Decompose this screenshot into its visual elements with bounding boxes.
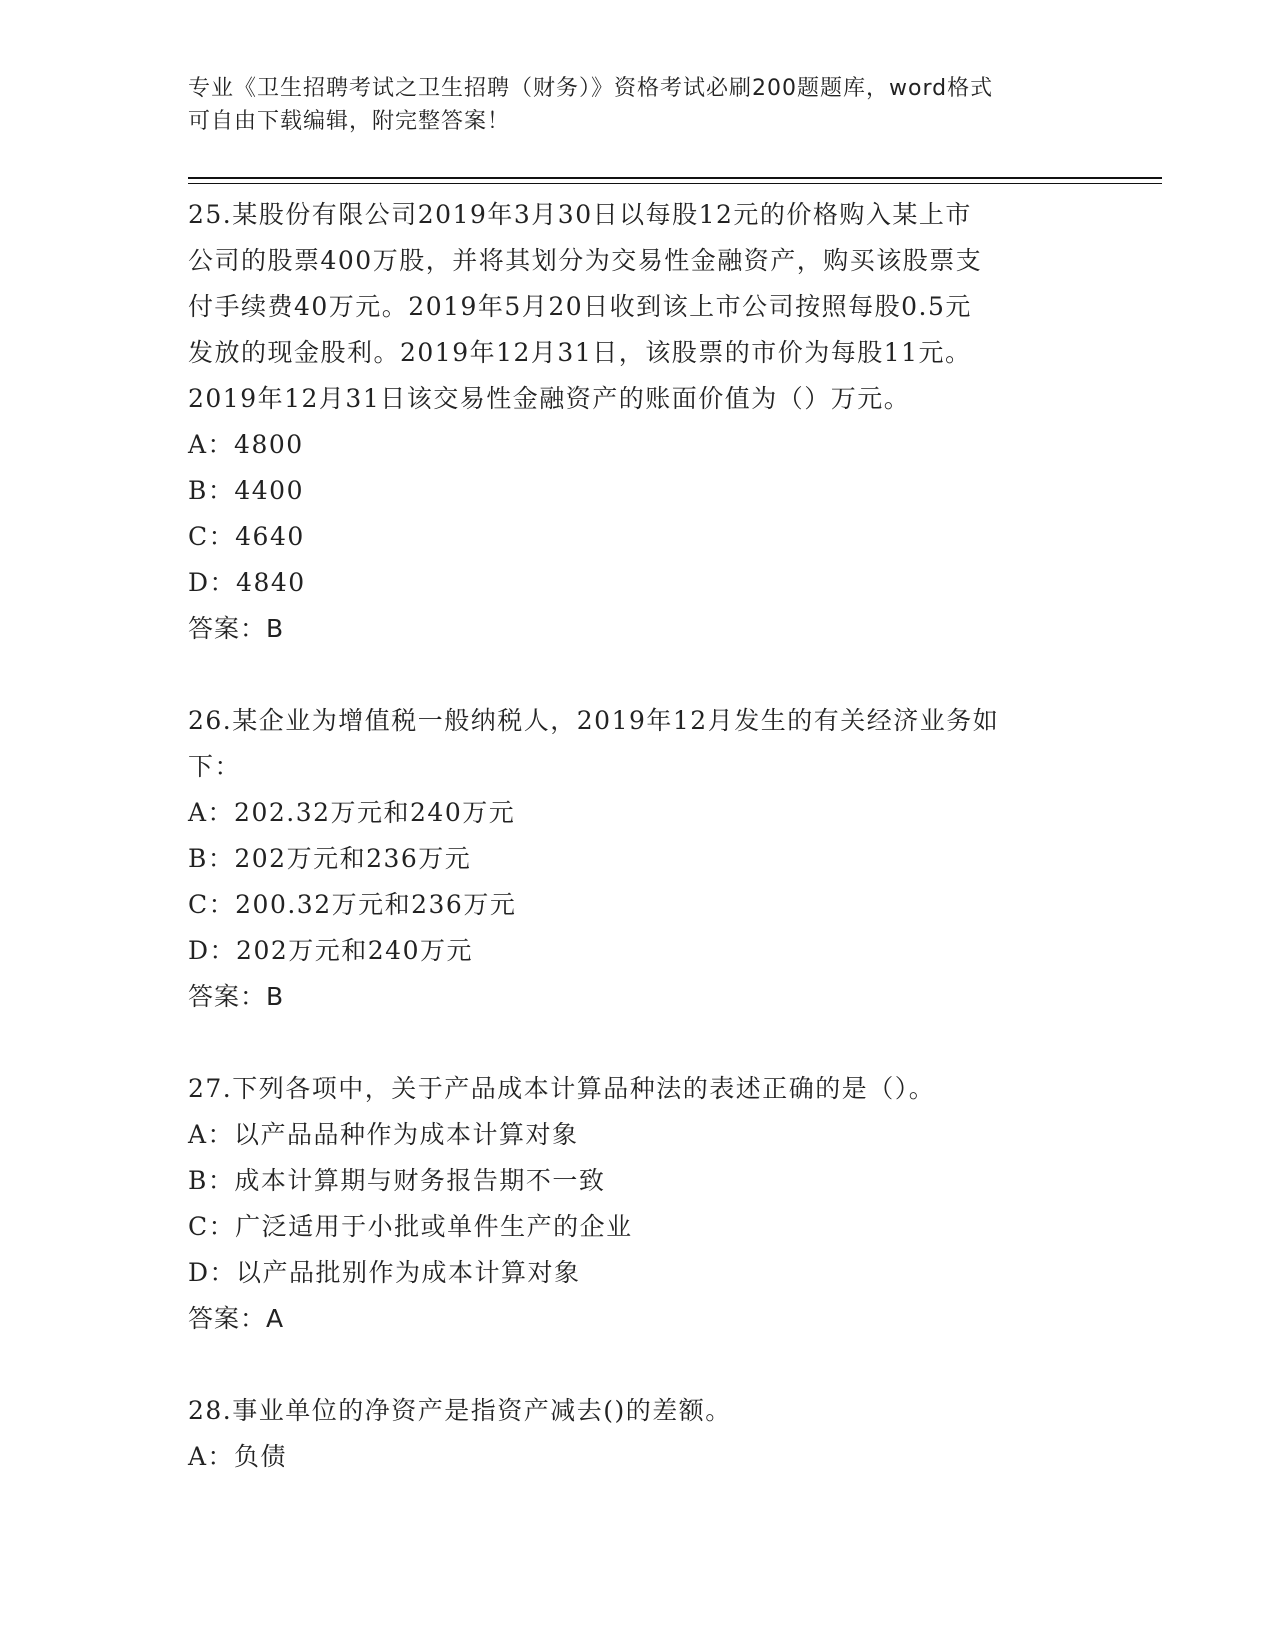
- question-27: [188, 1066, 1088, 1342]
- header-divider-thin: [188, 183, 1162, 184]
- option-c: C：广泛适用于小批或单件生产的企业: [188, 1212, 633, 1241]
- answer: 答案：A: [188, 1304, 285, 1333]
- page-header: [188, 72, 1068, 138]
- option-d: D：202万元和240万元: [188, 936, 473, 965]
- option-c: C：200.32万元和236万元: [188, 890, 517, 919]
- option-a: A：以产品品种作为成本计算对象: [188, 1120, 579, 1149]
- question-stem-line: 下：: [188, 752, 242, 781]
- option-d: D：4840: [188, 568, 306, 597]
- option-b: B：4400: [188, 476, 304, 505]
- option-b: B：成本计算期与财务报告期不一致: [188, 1166, 606, 1195]
- header-line-2: 可自由下载编辑，附完整答案！: [188, 109, 511, 134]
- question-stem-line: 28.事业单位的净资产是指资产减去()的差额。: [188, 1396, 732, 1425]
- option-a: A：202.32万元和240万元: [188, 798, 516, 827]
- option-b: B：202万元和236万元: [188, 844, 472, 873]
- question-stem-line: 付手续费40万元。2019年5月20日收到该上市公司按照每股0.5元: [188, 292, 972, 321]
- header-divider-thick: [188, 177, 1162, 179]
- question-28: [188, 1388, 1088, 1480]
- question-26: [188, 698, 1088, 1020]
- option-c: C：4640: [188, 522, 305, 551]
- question-25: [188, 192, 1088, 652]
- option-d: D：以产品批别作为成本计算对象: [188, 1258, 581, 1287]
- answer: 答案：B: [188, 982, 285, 1011]
- question-list: [188, 192, 1088, 1526]
- question-stem-line: 公司的股票400万股，并将其划分为交易性金融资产，购买该股票支: [188, 246, 983, 275]
- question-stem-line: 27.下列各项中，关于产品成本计算品种法的表述正确的是（）。: [188, 1074, 936, 1103]
- option-a: A：负债: [188, 1442, 288, 1471]
- answer: 答案：B: [188, 614, 285, 643]
- question-stem-line: 发放的现金股利。2019年12月31日，该股票的市价为每股11元。: [188, 338, 972, 367]
- question-stem-line: 25.某股份有限公司2019年3月30日以每股12元的价格购入某上市: [188, 200, 972, 229]
- header-line-1: 专业《卫生招聘考试之卫生招聘（财务）》资格考试必刷200题题库，word格式: [188, 76, 994, 101]
- question-stem-line: 26.某企业为增值税一般纳税人，2019年12月发生的有关经济业务如: [188, 706, 1000, 735]
- question-stem-line: 2019年12月31日该交易性金融资产的账面价值为（）万元。: [188, 384, 911, 413]
- option-a: A：4800: [188, 430, 304, 459]
